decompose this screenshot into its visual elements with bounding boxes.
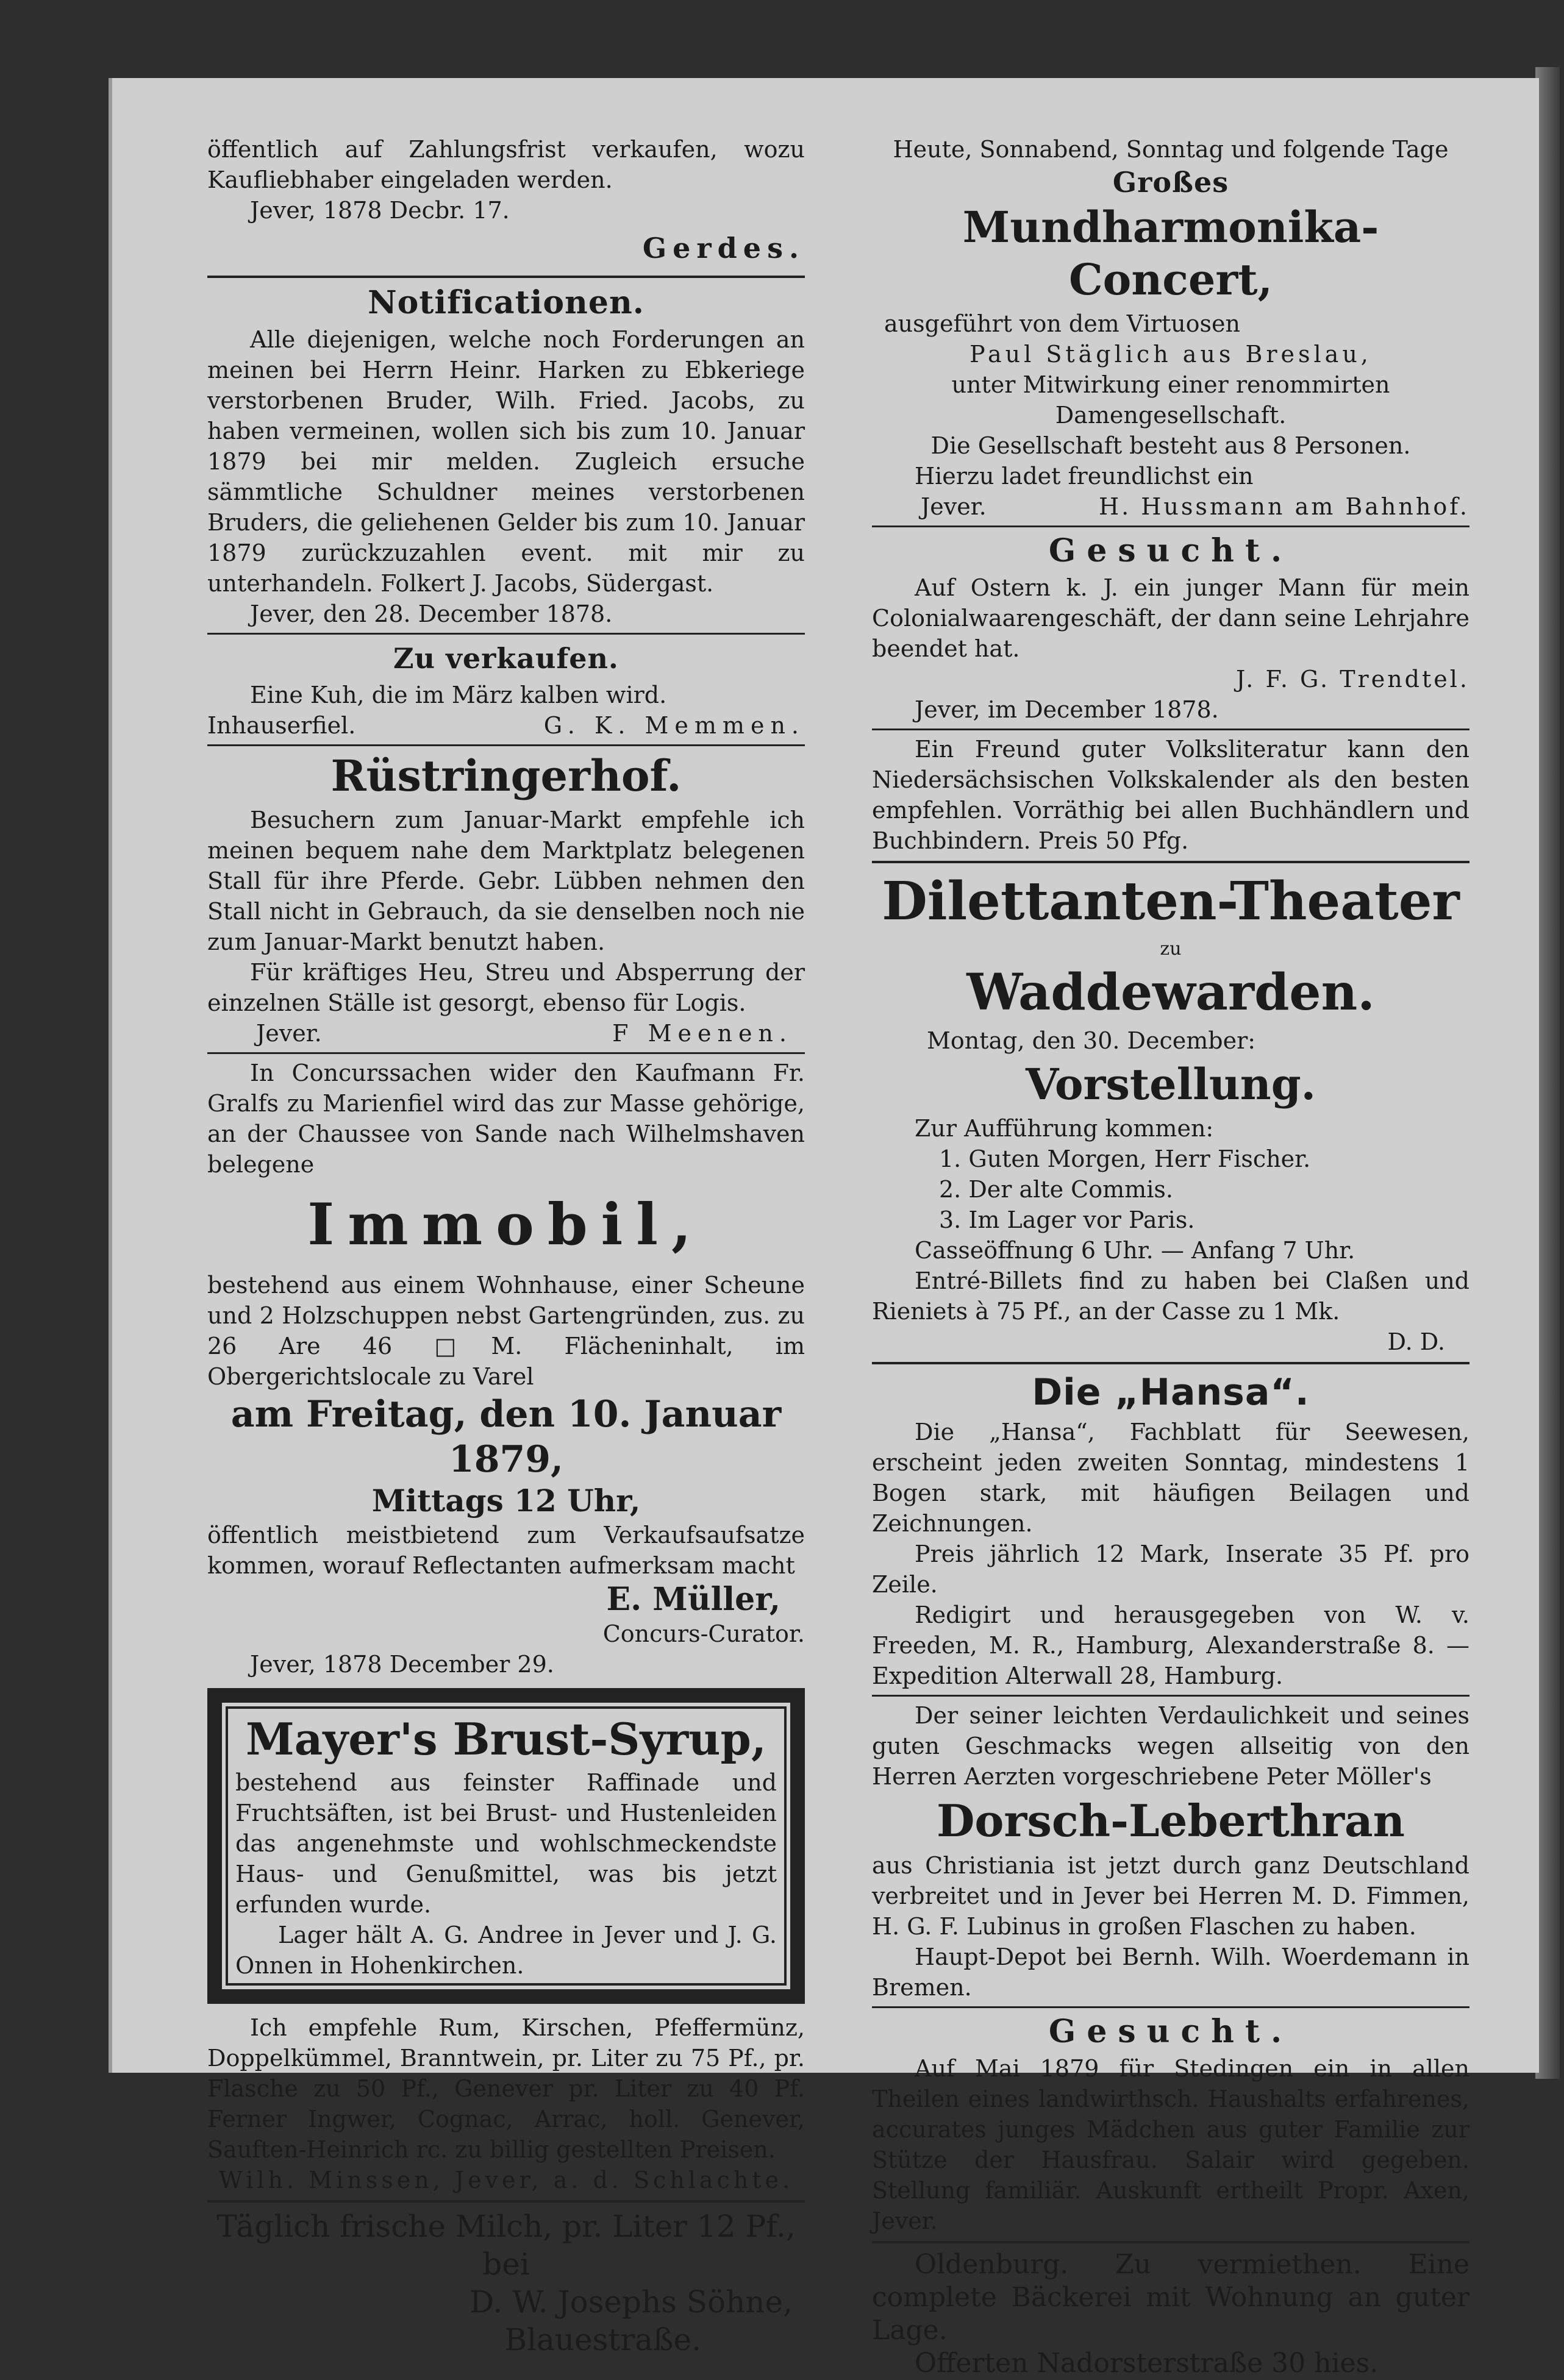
ad-text: bestehend aus feinster Raffinade und Fruchtsäften, ist bei Brust- und Hustenleiden das angenehmste und wohlschmeckendste Haus- und Genußmittel, was bis jetzt erfunden wurde. bbox=[235, 1769, 777, 1918]
ad-signature: G. K. Memmen. bbox=[543, 712, 805, 739]
ad-place: Jever. bbox=[256, 1020, 322, 1047]
ad-text: Für kräftiges Heu, Streu und Absperrung der einzelnen Ställe ist gesorgt, ebenso für Logis. bbox=[207, 959, 805, 1016]
left-column bbox=[207, 134, 805, 2359]
ad-text: Der seiner leichten Verdaulichkeit und seines guten Geschmacks wegen allseitig von den Herren Aerzten vorgeschriebene Peter Möller's bbox=[872, 1702, 1469, 1790]
ad-heading: Die „Hansa“. bbox=[1032, 1371, 1310, 1414]
ad-text: Offerten Nadorsterstraße 30 hies. bbox=[915, 2348, 1379, 2379]
ad-footer bbox=[207, 710, 805, 741]
ad-text: Auf Ostern k. J. ein junger Mann für mein Colonialwaarengeschäft, der dann seine Lehrjahre beendet hat. bbox=[872, 574, 1469, 662]
ad-text: Ich empfehle Rum, Kirschen, Pfeffermünz, Doppelkümmel, Branntwein, pr. Liter zu 75 Pf., pr. Flasche zu 50 Pf., Genever pr. Liter zu 40 Pf. Ferner Ingwer, Cognac, Arrac, holl. Genever, Sauften-Heinrich rc. zu billig gestellten Preisen. bbox=[207, 2014, 805, 2163]
ad-text: Hierzu ladet freundlichst ein bbox=[915, 463, 1254, 490]
ad-role: Concurs-Curator. bbox=[602, 1620, 805, 1647]
right-column bbox=[872, 134, 1469, 2380]
ad-text: unter Mitwirkung einer renommirten Damengesellschaft. bbox=[951, 371, 1390, 429]
ad-text: Täglich frische Milch, pr. Liter 12 Pf., bei bbox=[216, 2209, 796, 2282]
ad-signature: J. F. G. Trendtel. bbox=[1236, 666, 1469, 693]
divider bbox=[207, 744, 805, 746]
ad-place: Inhauserfiel. bbox=[207, 712, 356, 739]
ad-signature: F Meenen. bbox=[612, 1020, 793, 1047]
ad-text: Haupt-Depot bei Bernh. Wilh. Woerdemann in Bremen. bbox=[872, 1944, 1469, 2001]
ad-signature: Gerdes. bbox=[642, 232, 805, 265]
ad-text: Redigirt und herausgegeben von W. v. Freeden, M. R., Hamburg, Alexanderstraße 8. — Expedition Alterwall 28, Hamburg. bbox=[872, 1602, 1469, 1689]
list-item: 2. Der alte Commis. bbox=[939, 1176, 1173, 1203]
divider bbox=[207, 1052, 805, 1054]
ad-heading: Mundharmonika-Concert, bbox=[962, 202, 1379, 305]
ad-heading: Zu verkaufen. bbox=[393, 642, 619, 675]
ad-heading: Rüstringerhof. bbox=[330, 750, 682, 801]
ad-text: ausgeführt von dem Virtuosen bbox=[884, 310, 1240, 337]
ad-place-date: Jever, 1878 Decbr. 17. bbox=[250, 197, 510, 224]
ad-footer bbox=[872, 491, 1469, 522]
divider bbox=[872, 861, 1469, 863]
ad-text: Casseöffnung 6 Uhr. — Anfang 7 Uhr. bbox=[915, 1237, 1355, 1264]
divider bbox=[872, 1362, 1469, 1364]
ad-heading: Gesucht. bbox=[1048, 2013, 1293, 2050]
ad-text: Paul Stäglich aus Breslau, bbox=[969, 341, 1372, 368]
ad-text: Auf Mai 1879 für Stedingen ein in allen Theilen eines landwirthsch. Haushalts erfahrenes, accurates junges Mädchen aus guter Familie zur Stütze der Hausfrau. Salair wird gegeben. Stellung familiär. Auskunft ertheilt Propr. Axen, Jever. bbox=[872, 2055, 1469, 2234]
ad-text: Alle diejenigen, welche noch Forderungen an meinen bei Herrn Heinr. Harken zu Ebkeriege verstorbenen Bruder, Wilh. Fried. Jacobs, zu haben vermeinen, wollen sich bis zum 10. Januar 1879 bei mir melden. Zugleich ersuche sämmtliche Schuldner meines verstorbenen Bruders, die geliehenen Gelder bis zum 10. Januar 1879 zurückzuzahlen event. mit mir zu unterhandeln. Folkert J. Jacobs, Südergast. bbox=[207, 326, 805, 597]
ad-subheading: Großes bbox=[1112, 166, 1229, 199]
divider bbox=[872, 729, 1469, 730]
divider bbox=[207, 2200, 805, 2203]
ad-heading: Dorsch-Leberthran bbox=[936, 1795, 1405, 1847]
ad-text: Heute, Sonnabend, Sonntag und folgende Tage bbox=[893, 136, 1449, 163]
ad-text: Montag, den 30. December: bbox=[927, 1027, 1256, 1054]
ad-text: bestehend aus einem Wohnhause, einer Scheune und 2 Holzschuppen nebst Gartengründen, zus. zu 26 Are 46 □M. Flächeninhalt, im Obergerichtslocale zu Varel bbox=[207, 1272, 805, 1390]
ad-text: In Concurssachen wider den Kaufmann Fr. Gralfs zu Marienfiel wird das zur Masse gehörige, an der Chaussee von Sande nach Wilhelmshaven belegene bbox=[207, 1060, 805, 1178]
ad-place-date: Jever, im December 1878. bbox=[915, 696, 1219, 723]
ad-text: Die Gesellschaft besteht aus 8 Personen. bbox=[930, 432, 1411, 459]
divider bbox=[207, 276, 805, 278]
ad-text: Eine Kuh, die im März kalben wird. bbox=[250, 682, 667, 708]
divider bbox=[872, 526, 1469, 527]
ad-footer bbox=[207, 1018, 805, 1049]
ad-text: zu bbox=[1160, 938, 1182, 960]
list-item: 3. Im Lager vor Paris. bbox=[939, 1206, 1195, 1233]
ad-text: Oldenburg. Zu vermiethen. Eine complete Bäckerei mit Wohnung an guter Lage. bbox=[872, 2249, 1469, 2346]
ad-heading: Dilettanten-Theater bbox=[882, 871, 1460, 932]
ad-text: Besuchern zum Januar-Markt empfehle ich meinen bequem nahe dem Marktplatz belegenen Stall für ihre Pferde. Gebr. Lübben nehmen den Stall nicht in Gebrauch, da sie denselben noch nie zum Januar-Markt benutzt haben. bbox=[207, 807, 805, 955]
ad-heading: Gesucht. bbox=[1048, 532, 1293, 569]
ad-text: öffentlich auf Zahlungsfrist verkaufen, wozu Kaufliebhaber eingeladen werden. bbox=[207, 136, 805, 193]
ad-text: Entré-Billets find zu haben bei Claßen und Rieniets à 75 Pf., an der Casse zu 1 Mk. bbox=[872, 1267, 1469, 1325]
ad-place-date: Jever, 1878 December 29. bbox=[250, 1651, 554, 1678]
ad-signature: D. D. bbox=[1387, 1328, 1445, 1355]
ad-signature: D. W. Josephs Söhne, bbox=[470, 2284, 793, 2320]
divider bbox=[872, 2241, 1469, 2243]
list-item: 1. Guten Morgen, Herr Fischer. bbox=[939, 1145, 1311, 1172]
ad-place-date: Jever, den 28. December 1878. bbox=[250, 600, 613, 627]
ad-heading: Immobil, bbox=[307, 1191, 705, 1258]
program-list bbox=[872, 1144, 1469, 1235]
ad-address: Blauestraße. bbox=[504, 2322, 701, 2357]
divider bbox=[872, 2006, 1469, 2008]
ad-text: Preis jährlich 12 Mark, Inserate 35 Pf. pro Zeile. bbox=[872, 1541, 1469, 1598]
ad-text: öffentlich meistbietend zum Verkaufsaufsatze kommen, worauf Reflectanten aufmerksam macht bbox=[207, 1522, 805, 1579]
ad-heading: Mayer's Brust-Syrup, bbox=[246, 1713, 766, 1765]
ad-heading: Notificationen. bbox=[368, 284, 645, 321]
ad-text: Ein Freund guter Volksliteratur kann den Niedersächsischen Volkskalender als den besten empfehlen. Vorräthig bei allen Buchhändlern und Buchbindern. Preis 50 Pfg. bbox=[872, 736, 1469, 854]
ad-heading: Waddewarden. bbox=[966, 963, 1375, 1022]
book-spine bbox=[1535, 67, 1560, 2079]
ad-signature: Wilh. Minssen, Jever, a. d. Schlachte. bbox=[218, 2167, 794, 2193]
auction-date: am Freitag, den 10. Januar 1879, bbox=[230, 1393, 782, 1481]
ad-text: Lager hält A. G. Andree in Jever und J. G. Onnen in Hohenkirchen. bbox=[235, 1922, 777, 1979]
ad-text: aus Christiania ist jetzt durch ganz Deutschland verbreitet und in Jever bei Herren M. D. Fimmen, H. G. F. Lubinus in großen Flaschen zu haben. bbox=[872, 1852, 1469, 1940]
ad-signature: E. Müller, bbox=[606, 1581, 780, 1618]
divider bbox=[207, 633, 805, 635]
divider bbox=[872, 1695, 1469, 1697]
ad-signature: H. Hussmann am Bahnhof. bbox=[1098, 493, 1469, 520]
ad-text: Die „Hansa“, Fachblatt für Seewesen, erscheint jeden zweiten Sonntag, mindestens 1 Bogen stark, mit häufigen Beilagen und Zeichnungen. bbox=[872, 1419, 1469, 1537]
framed-ad bbox=[207, 1688, 805, 2004]
ad-heading: Vorstellung. bbox=[1025, 1059, 1316, 1110]
auction-time: Mittags 12 Uhr, bbox=[371, 1483, 641, 1519]
ad-place: Jever. bbox=[921, 493, 987, 520]
ad-text: Zur Aufführung kommen: bbox=[915, 1115, 1214, 1142]
